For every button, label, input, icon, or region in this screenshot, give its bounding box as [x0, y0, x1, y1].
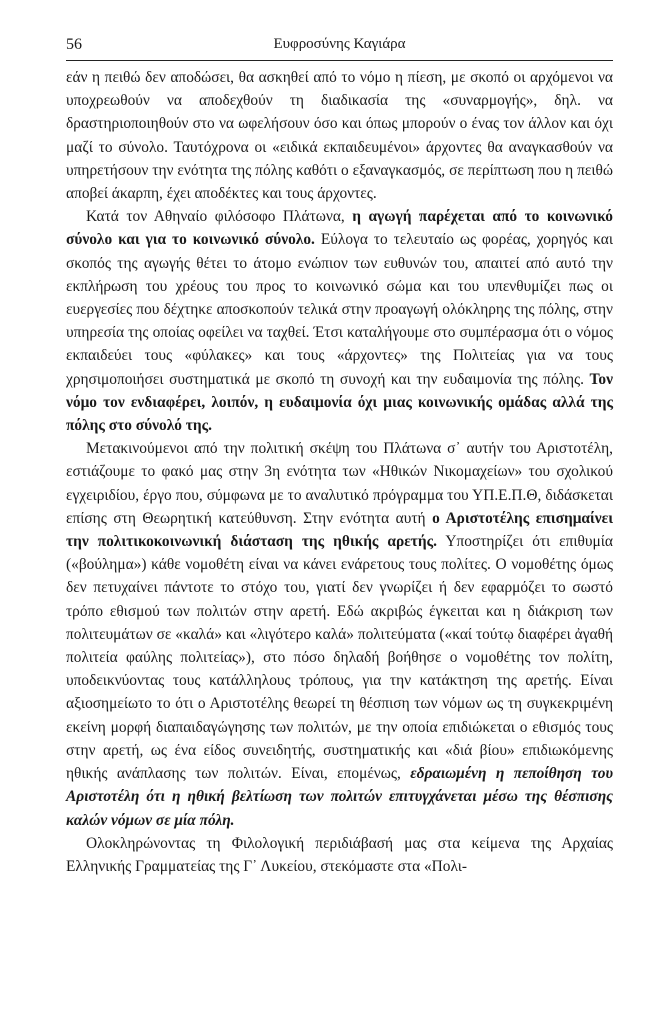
paragraph-3-text-1: Μετακινούμενοι από την πολιτική σκέψη του Πλάτωνα σ᾽ αυτήν του Αριστοτέλη, εστιάζουμε το φακό μας στην 3η ενότητα των «Ηθικών Νικομαχείων» του σχολικού εγχειριδίου, έργο που, σύμφωνα με το αναλυτικό πρόγραμμα του ΥΠ.Ε.Π.Θ, διδάσκεται επίσης στη Θεωρητική κατεύθυνση. Στην ενότητα αυτή: [66, 440, 613, 527]
paragraph-3: [66, 437, 613, 831]
running-head: Ευφροσύνης Καγιάρα: [273, 36, 406, 52]
body-text: [66, 66, 613, 878]
paragraph-1: εάν η πειθώ δεν αποδώσει, θα ασκηθεί από το νόμο η πίεση, με σκοπό οι αρχόμενοι να υποχρεωθούν να αποδεχθούν τη διαδικασία της «συναρμογής», δηλ. να δραστηριοποιηθούν στο να ωφελήσουν όσο και όπως μπορούν ο ένας τον άλλον και όχι μαζί το σύνολο. Ταυτόχρονα οι «ειδικά εκπαιδευμένοι» άρχοντες θα αναγκασθούν να υπηρετήσουν την ενότητα της πόλης καθότι ο εξαναγκασμός, σε περίπτωση που η πειθώ αποβεί άκαρπη, έχει αποδέκτες και τους άρχοντες.: [66, 69, 613, 203]
paragraph-4: Ολοκληρώνοντας τη Φιλολογική περιδιάβασή μας στα κείμενα της Αρχαίας Ελληνικής Γραμματείας της Γ᾽ Λυκείου, στεκόμαστε στα «Πολι-: [66, 834, 613, 875]
page-header: [66, 36, 613, 61]
paragraph-3-emphasis-1: ο Αριστοτέλης επισημαίνει την πολιτικοκοινωνική διάσταση της ηθικής αρετής.: [66, 509, 614, 551]
paragraph-2-emphasis-1: η αγωγή παρέχεται από το κοινωνικό σύνολο και για το κοινωνικό σύνολο.: [66, 208, 613, 249]
paragraph-2-text-1: Κατά τον Αθηναίο φιλόσοφο Πλάτωνα,: [86, 208, 353, 226]
paragraph-3-emphasis-2: εδραιωμένη η πεποίθηση του Αριστοτέλη ότι η ηθική βελτίωση των πολιτών επιτυγχάνεται μέσω της θέσπισης καλών νόμων σε μία πόλη.: [66, 765, 614, 829]
page-number: 56: [66, 36, 82, 53]
paragraph-2-emphasis-2: Τον νόμο τον ενδιαφέρει, λοιπόν, η ευδαιμονία όχι μιας κοινωνικής ομάδας αλλά της πόλης στο σύνολό της.: [66, 370, 613, 435]
paragraph-2-text-2: Εύλογα το τελευταίο ως φορέας, χορηγός και σκοπός της αγωγής θέτει το άτομο ενώπιον των ευθυνών του, απαιτεί από αυτό την εκπλήρωση του χρέους του προς το κοινωνικό σώμα και του υπενθυμίζει πως οι ευεργεσίες που δέχτηκε αποσκοπούν τελικά στην προαγωγή ολόκληρης της πόλης, στην υπηρεσία της οποίας οφείλει να ταχθεί. Έτσι καταλήγουμε στο συμπέρασμα ότι ο νόμος εκπαιδεύει τους «φύλακες» και τους «άρχοντες» της Πολιτείας για να τους χρησιμοποιήσει συστηματικά με σκοπό τη συνοχή και την ευδαιμονία της πόλης.: [66, 231, 613, 388]
paragraph-3-text-2: Υποστηρίζει ότι επιθυμία («βούλημα») κάθε νομοθέτη είναι να κάνει ενάρετους τους πολίτες. Ο νομοθέτης όμως δεν πετυχαίνει πάντοτε το στόχο του, γιατί δεν γνωρίζει ή δεν εφαρμόζει το σωστό τρόπο εθισμού των πολιτών στην αρετή. Εδώ ακριβώς έγκειται και η διάκριση των πολιτευμάτων σε «καλά» και «λιγότερο καλά» πολιτεύματα («καί τούτῳ διαφέρει ἀγαθή πολιτεία φαύλης πολιτείας»), στο πόσο δηλαδή βοήθησε ο νομοθέτης τον πολίτη, υποδεικνύοντας τους κατάλληλους τρόπους, για την κατάκτηση της αρετής. Είναι αξιοσημείωτο το ότι ο Αριστοτέλης θεωρεί τη θέσπιση των νόμων ως τη συγκεκριμένη εκείνη μορφή διαπαιδαγώγησης των πολιτών, με την οποία επιδιώκεται ο εθισμός τους στην αρετή, ως ένα είδος συνειδητής, συστηματικής και «διά βίου» επιδιωκόμενης ηθικής ανάπλασης των πολιτών. Είναι, επομένως,: [66, 533, 613, 783]
paragraph-2: [66, 205, 613, 437]
